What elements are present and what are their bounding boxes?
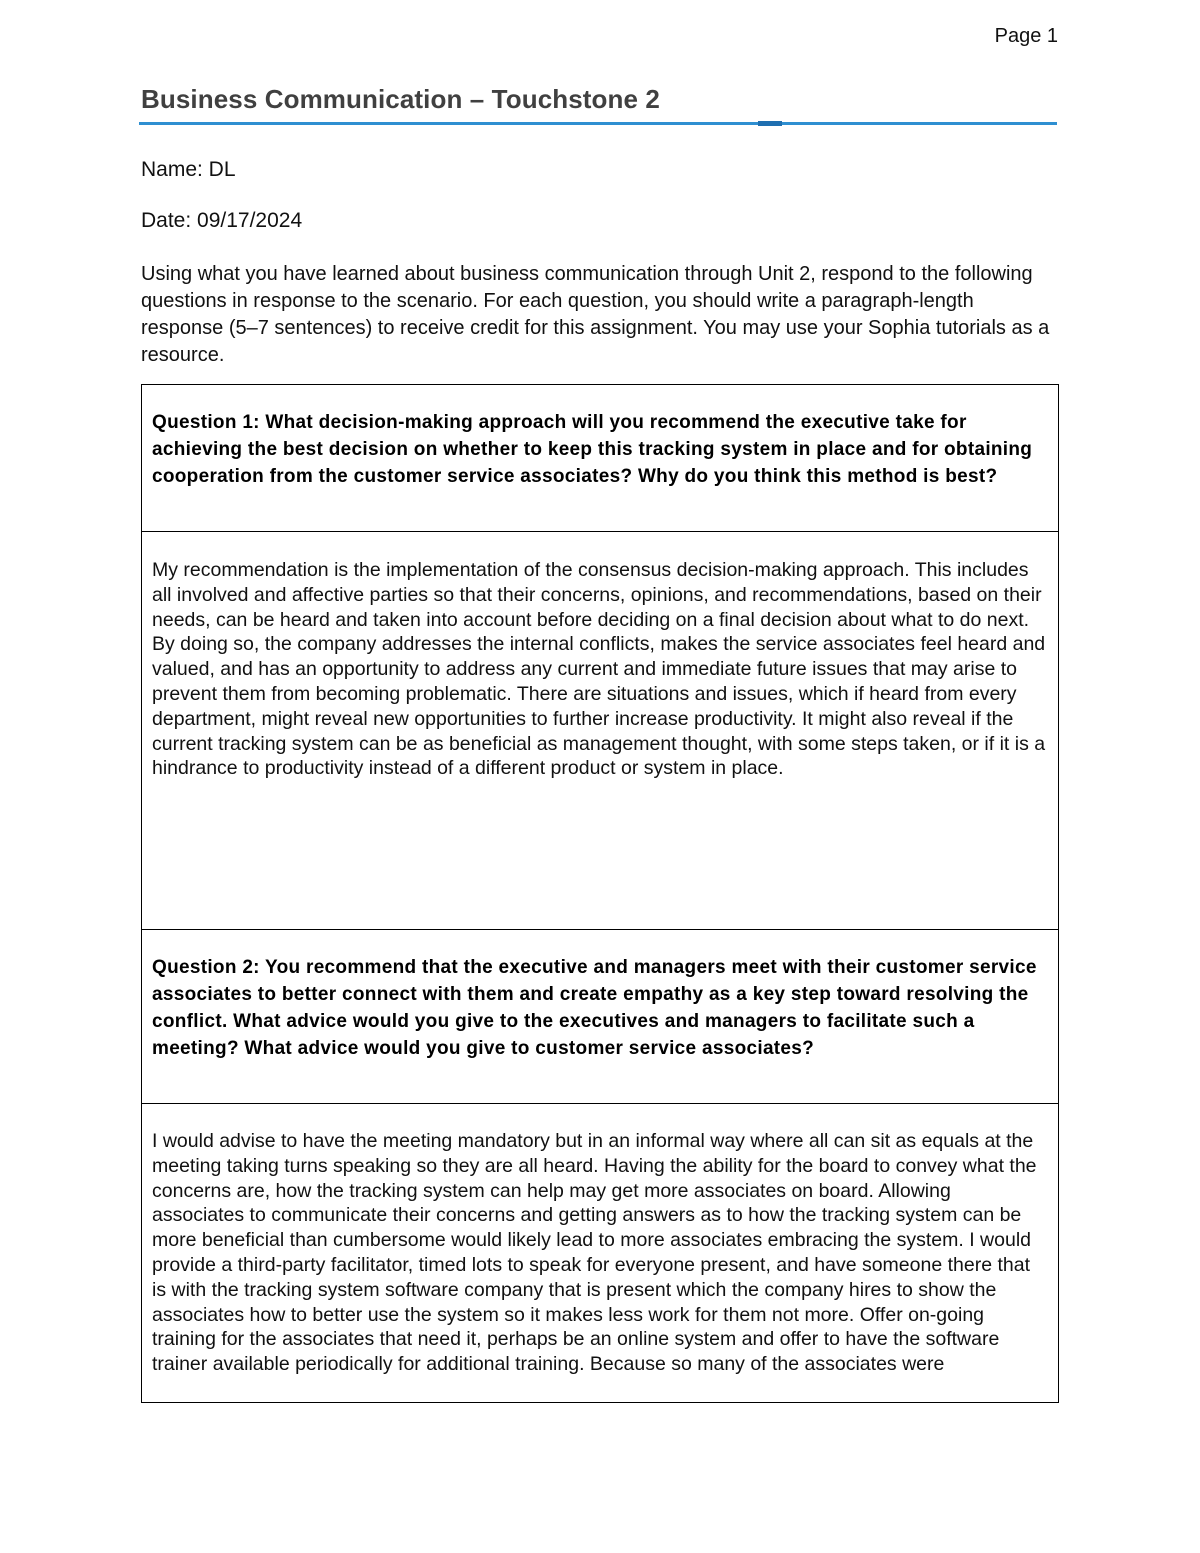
question-2-cell: [142, 954, 1058, 1062]
table-divider: [142, 531, 1058, 532]
title-underline-accent: [758, 121, 782, 126]
answer-1-text: My recommendation is the implementation of the consensus decision-making approach. This includes all involved and affective parties so that their concerns, opinions, and recommendations, based on their needs, can be heard and taken into account before deciding on a final decision about what to do next. By doing so, the company addresses the internal conflicts, makes the service associates feel heard and valued, and has an opportunity to address any current and immediate future issues that may arise to prevent them from becoming problematic. There are situations and issues, which if heard from every department, might reveal new opportunities to further increase productivity. It might also reveal if the current tracking system can be as beneficial as management thought, with some steps taken, or if it is a hindrance to productivity instead of a different product or system in place.: [152, 559, 1046, 780]
question-1-text: Question 1: What decision-making approach will you recommend the executive take for achieving the best decision on whether to keep this tracking system in place and for obtaining cooperation from the customer service associates? Why do you think this method is best?: [152, 412, 1033, 487]
title-underline: [139, 122, 1057, 125]
question-2-text: Question 2: You recommend that the executive and managers meet with their customer service associates to better connect with them and create empathy as a key step toward resolving the conflict. What advice would you give to the executives and managers to facilitate such a meeting? What advice would you give to customer service associates?: [152, 957, 1037, 1059]
answer-1-cell: [142, 558, 1058, 781]
page-number: Page 1: [994, 25, 1058, 47]
document-title: Business Communication – Touchstone 2: [141, 84, 660, 114]
question-1-cell: [142, 409, 1058, 490]
instructions-paragraph: Using what you have learned about business communication through Unit 2, respond to the following questions in response to the scenario. For each question, you should write a paragraph-length response (5–7 sentences) to receive credit for this assignment. You may use your Sophia tutorials as a resource.: [141, 263, 1050, 366]
name-line: Name: DL: [141, 158, 236, 181]
answer-2-text: I would advise to have the meeting mandatory but in an informal way where all can sit as equals at the meeting taking turns speaking so they are all heard. Having the ability for the board to convey what the concerns are, how the tracking system can help may get more associates on board. Allowing associates to communicate their concerns and getting answers as to how the tracking system can be more beneficial than cumbersome would likely lead to more associates embracing the system. I would provide a third-party facilitator, timed lots to speak for everyone present, and have someone there that is with the tracking system software company that is present which the company hires to show the associates how to better use the system so it makes less work for them not more. Offer on-going training for the associates that need it, perhaps be an online system and offer to have the software trainer available periodically for additional training. Because so many of the associates were: [152, 1130, 1037, 1376]
table-divider: [142, 929, 1058, 930]
date-line: Date: 09/17/2024: [141, 209, 303, 232]
question-answer-table: [141, 384, 1059, 1403]
table-divider: [142, 1103, 1058, 1104]
answer-2-cell: [142, 1129, 1058, 1401]
